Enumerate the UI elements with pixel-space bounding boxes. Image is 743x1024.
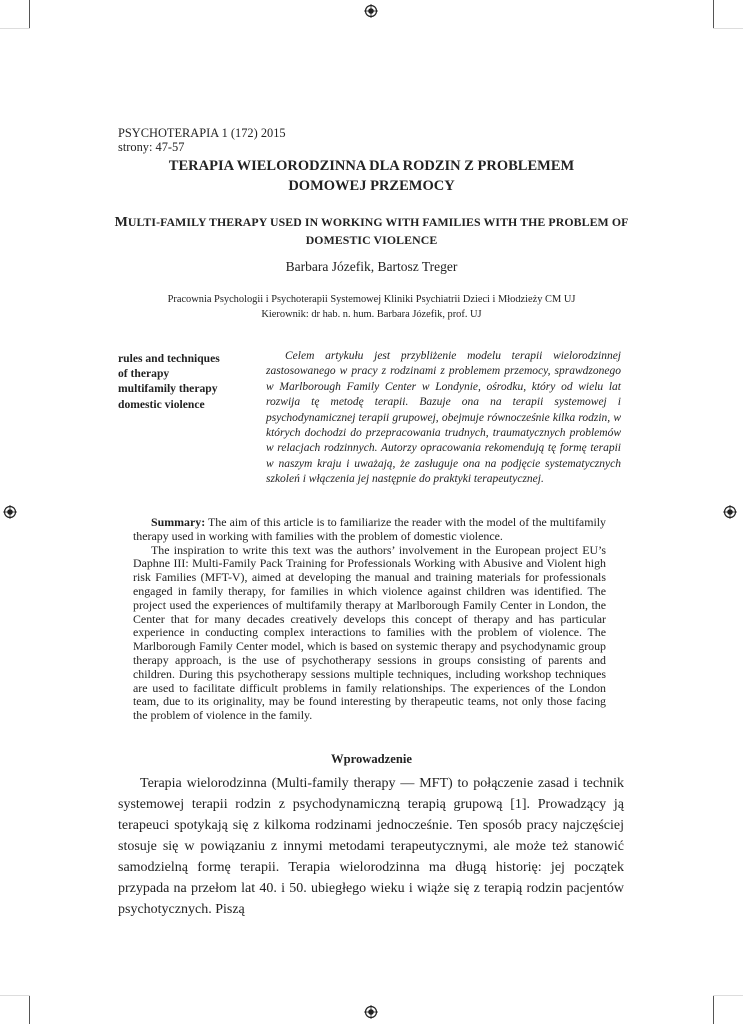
journal-issue: PSYCHOTERAPIA 1 (172) 2015 — [118, 126, 286, 140]
body-paragraph: Terapia wielorodzinna (Multi-family therapy — MFT) to połączenie zasad i technik systemowej terapii rodzin z psychodynamiczną terapią grupową [1]. Prowadzący ją terapeuci spotykają się z kilkoma rodzinami jednocześnie. Ten sposób pracy najczęściej stosuje się w powiązaniu z innymi metodami terapeutycznymi, ale może też stanowić samodzielną formę terapii. Terapia wielorodzinna ma długą historię: jej początek przypada na przełom lat 40. i 50. ubiegłego wieku i wiąże się z terapią rodzin pacjentów psychotycznych. Piszą — [118, 776, 624, 917]
keyword: of therapy — [118, 367, 170, 381]
english-title-line2: DOMESTIC VIOLENCE — [305, 233, 438, 247]
summary-paragraph-2: The inspiration to write this text was the authors’ involvement in the European project EU’s Daphne III: Multi-Family Pack Training for Professionals Working with Abusive and Violent high risk Families (MFT-V), aimed at developing the manual and training materials for professionals engaged in family therapy, for families in which violence against children was identified. The project used the experiences of multifamily therapy at Marlborough Family Center in London, the Center that for many decades creatively develops this concept of therapy and has particular experience in conducting complex interactions to families with the problem of violence. The Marlborough Family Center model, which is based on systemic therapy and psychodynamic group therapy approach, is the use of psychotherapy sessions in groups consisting of parents and children. During this psychotherapy sessions multiple techniques, including workshop techniques are used to facilitate difficult problems in family relationships. The experiences of the London team, due to its originality, may be found interesting by therapeutic teams, not only those facing the problem of violence in the family. — [133, 542, 606, 723]
article-title-line2: DOMOWEJ PRZEMOCY — [288, 178, 455, 194]
registration-mark-top-icon — [364, 4, 378, 18]
crop-line-top-left — [0, 28, 30, 29]
crop-mark-top-left — [29, 0, 30, 28]
keyword: rules and techniques — [118, 352, 220, 365]
english-title-rest: ULTI-FAMILY THERAPY USED IN WORKING WITH FAMILIES WITH THE PROBLEM OF — [127, 215, 629, 229]
registration-mark-left-icon — [3, 505, 17, 519]
journal-header — [118, 127, 286, 154]
abstract-polish: Celem artykułu jest przybliżenie modelu terapii wielorodzinnej zastosowanego w pracy z rodzinami z problemem przemocy, sprawdzonego w Marlborough Family Center w Londynie, ośrodku, który od wielu lat rozwija tę metodę terapii. Bazuje ona na terapii systemowej i psychodynamicznej terapii grupowej, obejmuje równocześnie kilka rodzin, w których dochodzi do przepracowania trudnych, traumatycznych problemów w relacjach rodzinnych. Autorzy opracowania rekomendują tę formę terapii w naszym kraju i uważają, że zasługuje ona na podjęcie systematycznych szkoleń i włączenia jej następnie do praktyki terapeutycznej. — [266, 350, 621, 486]
summary — [133, 516, 606, 723]
registration-mark-bottom-icon — [364, 1005, 378, 1019]
registration-mark-right-icon — [723, 505, 737, 519]
crop-mark-bottom-left — [29, 996, 30, 1024]
journal-pages: strony: 47-57 — [118, 139, 185, 154]
affiliation-line2: Kierownik: dr hab. n. hum. Barbara Józefik, prof. UJ — [261, 309, 482, 320]
crop-mark-bottom-right — [713, 996, 714, 1024]
affiliation-line1: Pracownia Psychologii i Psychoterapii Systemowej Kliniki Psychiatrii Dzieci i Młodzieży CM UJ — [167, 294, 576, 305]
english-title-line1 — [100, 213, 643, 232]
crop-line-bottom-left — [0, 995, 30, 996]
keyword: domestic violence — [118, 397, 205, 411]
article-title-line1: TERAPIA WIELORODZINNA DLA RODZIN Z PROBLEMEM — [168, 158, 575, 174]
crop-line-bottom-right — [713, 995, 743, 996]
keywords — [118, 351, 220, 412]
crop-mark-top-right — [713, 0, 714, 28]
summary-label: Summary: — [151, 515, 206, 529]
section-heading: Wprowadzenie — [331, 752, 412, 766]
crop-line-top-right — [713, 28, 743, 29]
keyword: multifamily therapy — [118, 382, 218, 396]
english-title-initial: M — [114, 215, 128, 230]
authors: Barbara Józefik, Bartosz Treger — [285, 259, 458, 274]
summary-paragraph-1: The aim of this article is to familiarize the reader with the model of the multifamily therapy used in working with families with the problem of domestic violence. — [133, 515, 606, 543]
